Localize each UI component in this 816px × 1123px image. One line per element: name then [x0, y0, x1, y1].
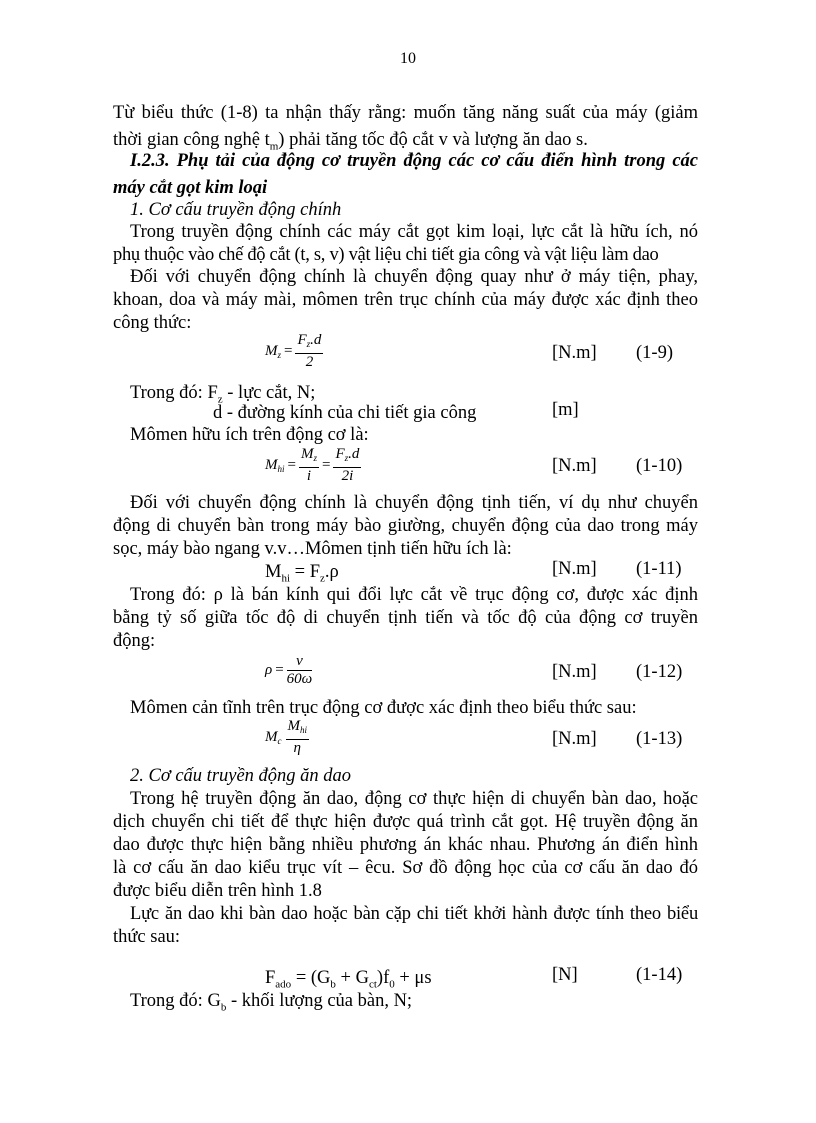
formula-1-14: $F_{ado} = (G_b + G_{ct})f_0 + \mu s$ [265, 968, 432, 991]
paragraph-line: bằng tỷ số giữa tốc độ di chuyển tịnh tiến và tốc độ của động cơ truyền [113, 608, 698, 628]
formula-unit: [N] [552, 965, 578, 985]
paragraph-line: Trong hệ truyền động ăn dao, động cơ thực hiện di chuyển bàn dao, hoặc [130, 789, 698, 809]
paragraph-line: khoan, doa và máy mài, mômen trên trục chính của máy được xác định theo [113, 290, 698, 310]
subsection-heading: 1. Cơ cấu truyền động chính [130, 200, 342, 220]
formula-1-12: ρ = $\frac{v}{60\omega}$ [265, 653, 313, 687]
paragraph-line: sọc, máy bào ngang v.v…Mômen tịnh tiến hữu ích là: [113, 539, 512, 559]
paragraph-line: là cơ cấu ăn dao kiểu trục vít – êcu. Sơ đồ động học của cơ cấu ăn dao đó [113, 858, 698, 878]
section-heading: máy cắt gọt kim loại [113, 178, 268, 198]
unit-label: [m] [552, 400, 579, 420]
equation-number: (1-12) [636, 662, 683, 682]
formula-1-9: $M_z$ = $\frac{F_z.d}{2}$ [265, 332, 322, 370]
formula-unit: [N.m] [552, 662, 597, 682]
formula-unit: [N.m] [552, 559, 597, 579]
subsection-heading: 2. Cơ cấu truyền động ăn dao [130, 766, 352, 786]
paragraph-line: được biểu diễn trên hình 1.8 [113, 881, 322, 901]
paragraph-line: Mômen hữu ích trên động cơ là: [130, 425, 369, 445]
paragraph-line: d - đường kính của chi tiết gia công [213, 403, 477, 423]
paragraph-line: Lực ăn dao khi bàn dao hoặc bàn cặp chi tiết khởi hành được tính theo biểu [130, 904, 698, 924]
paragraph-line: Mômen cản tĩnh trên trục động cơ được xác định theo biểu thức sau: [130, 698, 637, 718]
paragraph-line: Đối với chuyển động chính là chuyển động tịnh tiến, ví dụ như chuyển [130, 493, 698, 513]
equation-number: (1-14) [636, 965, 683, 985]
paragraph-line: Trong đó: $F_z$ - lực cắt, N; [130, 383, 316, 406]
formula-1-11: $M_{hi} = F_z.\rho$ [265, 562, 339, 585]
paragraph-line: động: [113, 631, 156, 651]
paragraph-line: động di chuyển bàn trong máy bào giường, chuyển động của dao trong máy [113, 516, 698, 536]
section-heading: I.2.3. Phụ tải của động cơ truyền động các cơ cấu điển hình trong các [130, 151, 698, 171]
equation-number: (1-13) [636, 729, 683, 749]
formula-unit: [N.m] [552, 456, 597, 476]
paragraph-line: công thức: [113, 313, 192, 333]
equation-number: (1-10) [636, 456, 683, 476]
paragraph-line: phụ thuộc vào chế độ cắt (t, s, v) vật liệu chi tiết gia công và vật liệu làm dao [113, 245, 659, 265]
formula-unit: [N.m] [552, 729, 597, 749]
formula-1-13: $M_c$ $M_{hi}$ η [265, 718, 308, 756]
equation-number: (1-9) [636, 343, 673, 363]
paragraph-line: Trong đó: $G_b$ - khối lượng của bàn, N; [130, 991, 413, 1014]
paragraph-line: Đối với chuyển động chính là chuyển động quay như ở máy tiện, phay, [130, 267, 698, 287]
page-number: 10 [400, 50, 416, 67]
formula-1-10: $M_{hi}$ = $\frac{M_z}{i}$ = $\frac{F_z.d}{2i}$ [265, 446, 360, 484]
paragraph-line: Trong truyền động chính các máy cắt gọt kim loại, lực cắt là hữu ích, nó [130, 222, 698, 242]
equation-number: (1-11) [636, 559, 682, 579]
paragraph-line: thời gian công nghệ $t_m$) phải tăng tốc độ cắt v và lượng ăn dao s. [113, 130, 588, 153]
formula-unit: [N.m] [552, 343, 597, 363]
paragraph-line: dịch chuyển chi tiết để thực hiện được quá trình cắt gọt. Hệ truyền động ăn [113, 812, 698, 832]
paragraph-line: Từ biểu thức (1-8) ta nhận thấy rằng: muốn tăng năng suất của máy (giảm [113, 103, 698, 123]
paragraph-line: dao được thực hiện bằng nhiều phương án khác nhau. Phương án điển hình [113, 835, 698, 855]
paragraph-line: Trong đó: ρ là bán kính qui đổi lực cắt về trục động cơ, được xác định [130, 585, 698, 605]
paragraph-line: thức sau: [113, 927, 181, 947]
